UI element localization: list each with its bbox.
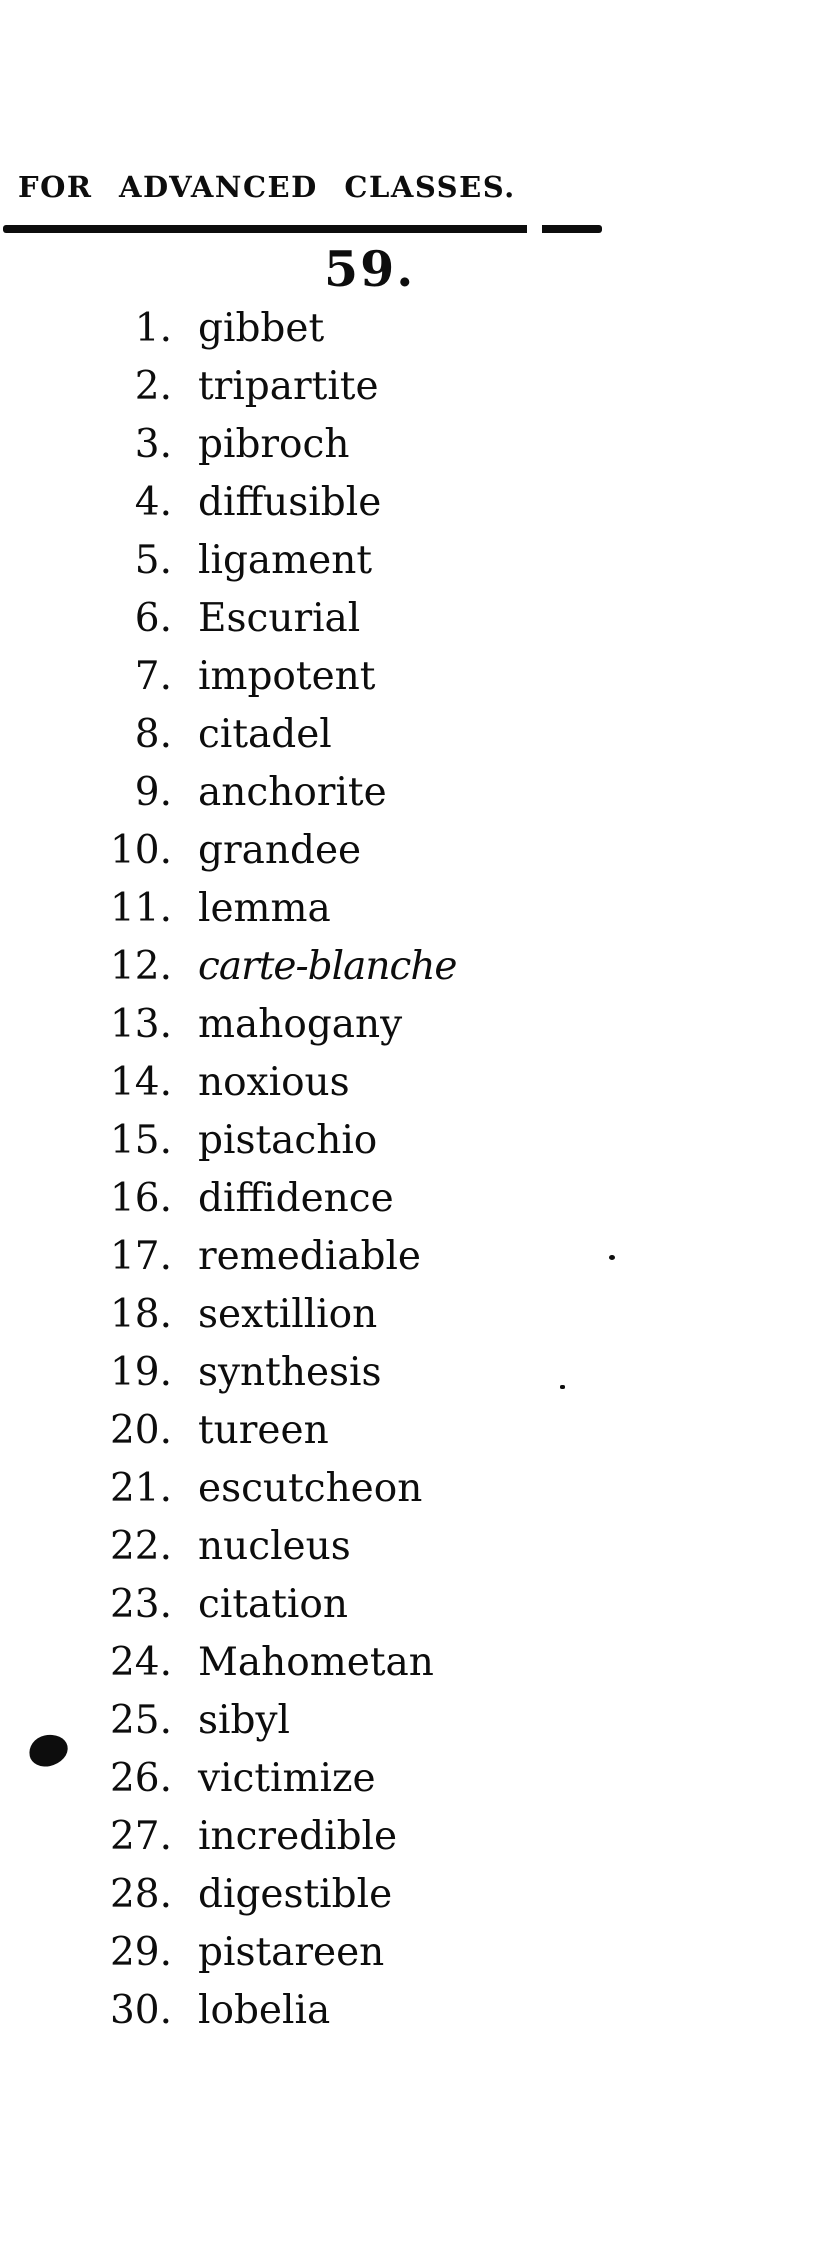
item-number: 30. [109, 1988, 172, 2033]
list-item [0, 1808, 825, 1866]
item-word: tripartite [198, 364, 379, 409]
item-word: Escurial [198, 596, 361, 641]
item-word: pistachio [198, 1118, 378, 1163]
item-number: 29. [109, 1930, 172, 1975]
item-word: sextillion [198, 1292, 378, 1337]
item-word: gibbet [198, 306, 325, 351]
item-number: 12. [109, 944, 172, 989]
item-number: 3. [134, 422, 172, 467]
item-number: 7. [134, 654, 172, 699]
word-list [0, 300, 825, 2040]
list-item [0, 1170, 825, 1228]
item-number: 5. [134, 538, 172, 583]
item-word: remediable [198, 1234, 421, 1279]
list-item [0, 1054, 825, 1112]
item-number: 22. [109, 1524, 172, 1569]
list-item [0, 1112, 825, 1170]
list-item [0, 1344, 825, 1402]
item-word: pibroch [198, 422, 350, 467]
list-item [0, 1982, 825, 2040]
list-item [0, 1750, 825, 1808]
item-number: 21. [109, 1466, 172, 1511]
item-word: noxious [198, 1060, 350, 1105]
item-word: anchorite [198, 770, 387, 815]
running-head: FOR ADVANCED CLASSES. [18, 170, 516, 204]
item-number: 20. [109, 1408, 172, 1453]
item-number: 26. [109, 1756, 172, 1801]
item-word: digestible [198, 1872, 393, 1917]
item-number: 16. [109, 1176, 172, 1221]
list-number-heading: 59. [324, 240, 416, 298]
list-item [0, 1286, 825, 1344]
list-item [0, 996, 825, 1054]
header-rule [3, 225, 602, 233]
list-item [0, 358, 825, 416]
list-item [0, 706, 825, 764]
item-word: citadel [198, 712, 332, 757]
list-item [0, 474, 825, 532]
item-word: diffidence [198, 1176, 394, 1221]
item-word: escutcheon [198, 1466, 423, 1511]
item-number: 14. [109, 1060, 172, 1105]
item-number: 1. [134, 306, 172, 351]
item-number: 8. [134, 712, 172, 757]
item-word: sibyl [198, 1698, 290, 1743]
list-item [0, 416, 825, 474]
list-item [0, 1518, 825, 1576]
item-word: mahogany [198, 1002, 403, 1047]
item-number: 9. [134, 770, 172, 815]
item-number: 2. [134, 364, 172, 409]
ink-speck-line17 [609, 1255, 615, 1260]
item-word: nucleus [198, 1524, 351, 1569]
item-number: 24. [109, 1640, 172, 1685]
item-word: incredible [198, 1814, 398, 1859]
list-item [0, 648, 825, 706]
item-word: pistareen [198, 1930, 385, 1975]
list-item [0, 1924, 825, 1982]
item-word: ligament [198, 538, 373, 583]
list-item [0, 1866, 825, 1924]
list-item [0, 1460, 825, 1518]
list-item [0, 1402, 825, 1460]
list-item [0, 1634, 825, 1692]
list-item [0, 938, 825, 996]
item-word: lemma [198, 886, 331, 931]
item-number: 27. [109, 1814, 172, 1859]
item-word: impotent [198, 654, 376, 699]
item-number: 25. [109, 1698, 172, 1743]
list-item [0, 822, 825, 880]
list-item [0, 880, 825, 938]
item-word: grandee [198, 828, 362, 873]
item-number: 6. [134, 596, 172, 641]
list-item [0, 1576, 825, 1634]
item-number: 18. [109, 1292, 172, 1337]
list-item [0, 590, 825, 648]
item-word: tureen [198, 1408, 329, 1453]
item-number: 4. [134, 480, 172, 525]
item-number: 28. [109, 1872, 172, 1917]
item-word: Mahometan [198, 1640, 434, 1685]
item-word: synthesis [198, 1350, 382, 1395]
item-word: victimize [198, 1756, 376, 1801]
item-word: lobelia [198, 1988, 331, 2033]
item-number: 23. [109, 1582, 172, 1627]
item-number: 11. [109, 886, 172, 931]
list-item [0, 1692, 825, 1750]
item-number: 17. [109, 1234, 172, 1279]
list-item [0, 764, 825, 822]
list-item [0, 300, 825, 358]
item-number: 10. [109, 828, 172, 873]
item-word: carte-blanche [198, 944, 457, 989]
ink-speck-line19 [560, 1385, 565, 1389]
list-item [0, 1228, 825, 1286]
item-number: 13. [109, 1002, 172, 1047]
item-word: diffusible [198, 480, 382, 525]
item-word: citation [198, 1582, 348, 1627]
item-number: 19. [109, 1350, 172, 1395]
item-number: 15. [109, 1118, 172, 1163]
list-item [0, 532, 825, 590]
